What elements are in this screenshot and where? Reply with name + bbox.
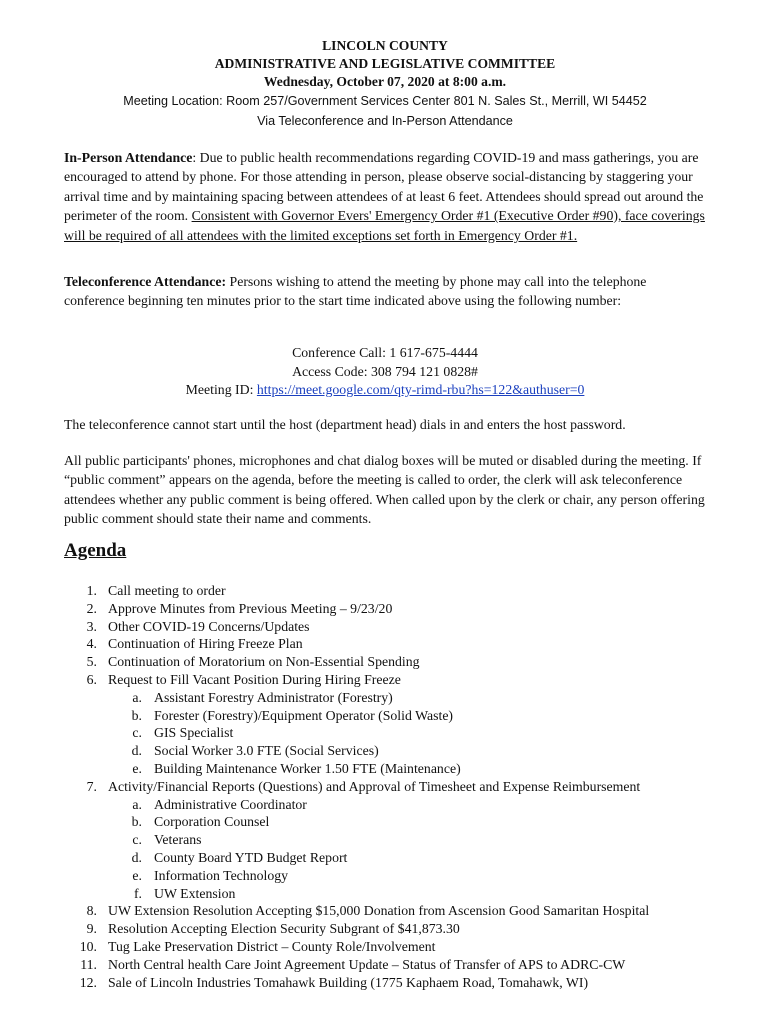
public-comment-note: All public participants' phones, microphones and chat dialog boxes will be muted or disabled during the meeting. If “public comment” appears on the agenda, before the meeting is called to order, the clerk will ask teleconference attendees whether any public comment is being offered. When called upon by the clerk or chair, any person offering public comment should state their name and comments. (64, 453, 705, 527)
in-person-paragraph (64, 148, 709, 245)
agenda-item-text: Continuation of Moratorium on Non-Essential Spending (108, 654, 420, 670)
attendance-mode: Via Teleconference and In-Person Attendance (257, 114, 513, 128)
teleconference-label: Teleconference Attendance: (64, 274, 227, 289)
in-person-text: : Due to public health recommendations regarding COVID-19 and mass gatherings, you are encouraged to attend by phone. For those attending in person, please observe social-distancing by staggering your arrival time and by maintaining spacing between attendees of at least 6 feet. Attendees should spread out around the perimeter of the room. (64, 150, 704, 224)
agenda-item-number: f. (133, 885, 142, 901)
agenda-item-text: Continuation of Hiring Freeze Plan (108, 636, 303, 652)
agenda-item-text: GIS Specialist (154, 725, 234, 741)
agenda-item-number: 3. (86, 618, 97, 634)
agenda-item-number: 11. (80, 956, 97, 972)
teleconference-paragraph (64, 272, 709, 311)
agenda-item-text: County Board YTD Budget Report (154, 850, 348, 865)
face-covering-notice: Consistent with Governor Evers' Emergency Order #1 (Executive Order #90), face coverings will be required of all attendees with the limited exceptions set forth in Emergency Order #1. (64, 208, 705, 243)
host-note: The teleconference cannot start until the host (department head) dials in and enters the host password. (64, 417, 626, 432)
conference-call-line: Conference Call: 1 617-675-4444 (292, 345, 478, 360)
meeting-header (0, 37, 770, 131)
agenda-item-number: 8. (86, 903, 97, 919)
meeting-id-label: Meeting ID: (185, 382, 257, 397)
agenda-item-number: 7. (86, 778, 97, 794)
meeting-datetime: Wednesday, October 07, 2020 at 8:00 a.m. (263, 74, 507, 89)
agenda-item-number: d. (131, 743, 142, 759)
agenda-item-text: Social Worker 3.0 FTE (Social Services) (154, 743, 379, 759)
agenda-heading: Agenda (64, 540, 127, 561)
agenda-item-text: Assistant Forestry Administrator (Forestry) (154, 689, 393, 705)
agenda-item-number: e. (132, 867, 142, 883)
agenda-item-text: Resolution Accepting Election Security Subgrant of $41,873.30 (108, 921, 460, 937)
committee-name: ADMINISTRATIVE AND LEGISLATIVE COMMITTEE (214, 56, 556, 71)
agenda-item-number: b. (131, 814, 142, 830)
agenda-item-text: Corporation Counsel (154, 814, 270, 830)
agenda-item-text: UW Extension Resolution Accepting $15,000 Donation from Ascension Good Samaritan Hospital (108, 903, 650, 919)
agenda-item-text: UW Extension (154, 885, 236, 901)
agenda-item-text: Forester (Forestry)/Equipment Operator (Solid Waste) (154, 707, 454, 723)
agenda-item-number: 12. (79, 974, 97, 990)
meeting-id-line (0, 380, 770, 399)
agenda-item-number: d. (131, 850, 142, 865)
agenda-item-number: 1. (86, 583, 97, 598)
meeting-location: Meeting Location: Room 257/Government Services Center 801 N. Sales St., Merrill, WI 54452 (123, 94, 647, 108)
agenda-item-text: Activity/Financial Reports (Questions) and Approval of Timesheet and Expense Reimbursement (108, 778, 641, 794)
agenda-item-number: 4. (86, 636, 97, 652)
agenda-item-number: 6. (86, 672, 97, 687)
agenda-item-text: Tug Lake Preservation District – County Role/Involvement (108, 939, 436, 954)
agenda-item-text: Approve Minutes from Previous Meeting – 9/23/20 (108, 600, 393, 616)
agenda-item-number: 2. (86, 600, 97, 616)
teleconference-text: Persons wishing to attend the meeting by phone may call into the telephone conference beginning ten minutes prior to the start time indicated above using the following number: (64, 274, 647, 309)
agenda-item-text: Administrative Coordinator (154, 796, 307, 812)
meeting-link[interactable]: https://meet.google.com/qty-rimd-rbu?hs=122&authuser=0 (256, 382, 585, 397)
access-code-line: Access Code: 308 794 121 0828# (292, 364, 478, 379)
agenda-item-text: Sale of Lincoln Industries Tomahawk Building (1775 Kaphaem Road, Tomahawk, WI) (108, 974, 589, 990)
agenda-item-number: c. (132, 725, 142, 741)
in-person-label: In-Person Attendance (64, 150, 193, 165)
agenda-item-text: Call meeting to order (108, 583, 226, 598)
agenda-item-number: a. (132, 689, 142, 705)
agenda-item-number: 10. (79, 939, 97, 954)
agenda-item-number: a. (132, 796, 142, 812)
agenda-item-number: c. (132, 832, 142, 848)
agenda-item-text: Information Technology (154, 867, 289, 883)
agenda-item-text: Building Maintenance Worker 1.50 FTE (Maintenance) (154, 761, 461, 776)
agenda-item-text: North Central health Care Joint Agreement Update – Status of Transfer of APS to ADRC-CW (108, 956, 626, 972)
agenda-item-text: Veterans (154, 832, 202, 848)
agenda-item-number: 9. (86, 921, 97, 937)
agenda-item-number: b. (131, 707, 142, 723)
agenda-item-text: Other COVID-19 Concerns/Updates (108, 618, 310, 634)
county-name: LINCOLN COUNTY (322, 38, 448, 53)
agenda-item-number: 5. (86, 654, 97, 670)
agenda-item-text: Request to Fill Vacant Position During Hiring Freeze (108, 672, 401, 687)
agenda-item-number: e. (132, 761, 142, 776)
